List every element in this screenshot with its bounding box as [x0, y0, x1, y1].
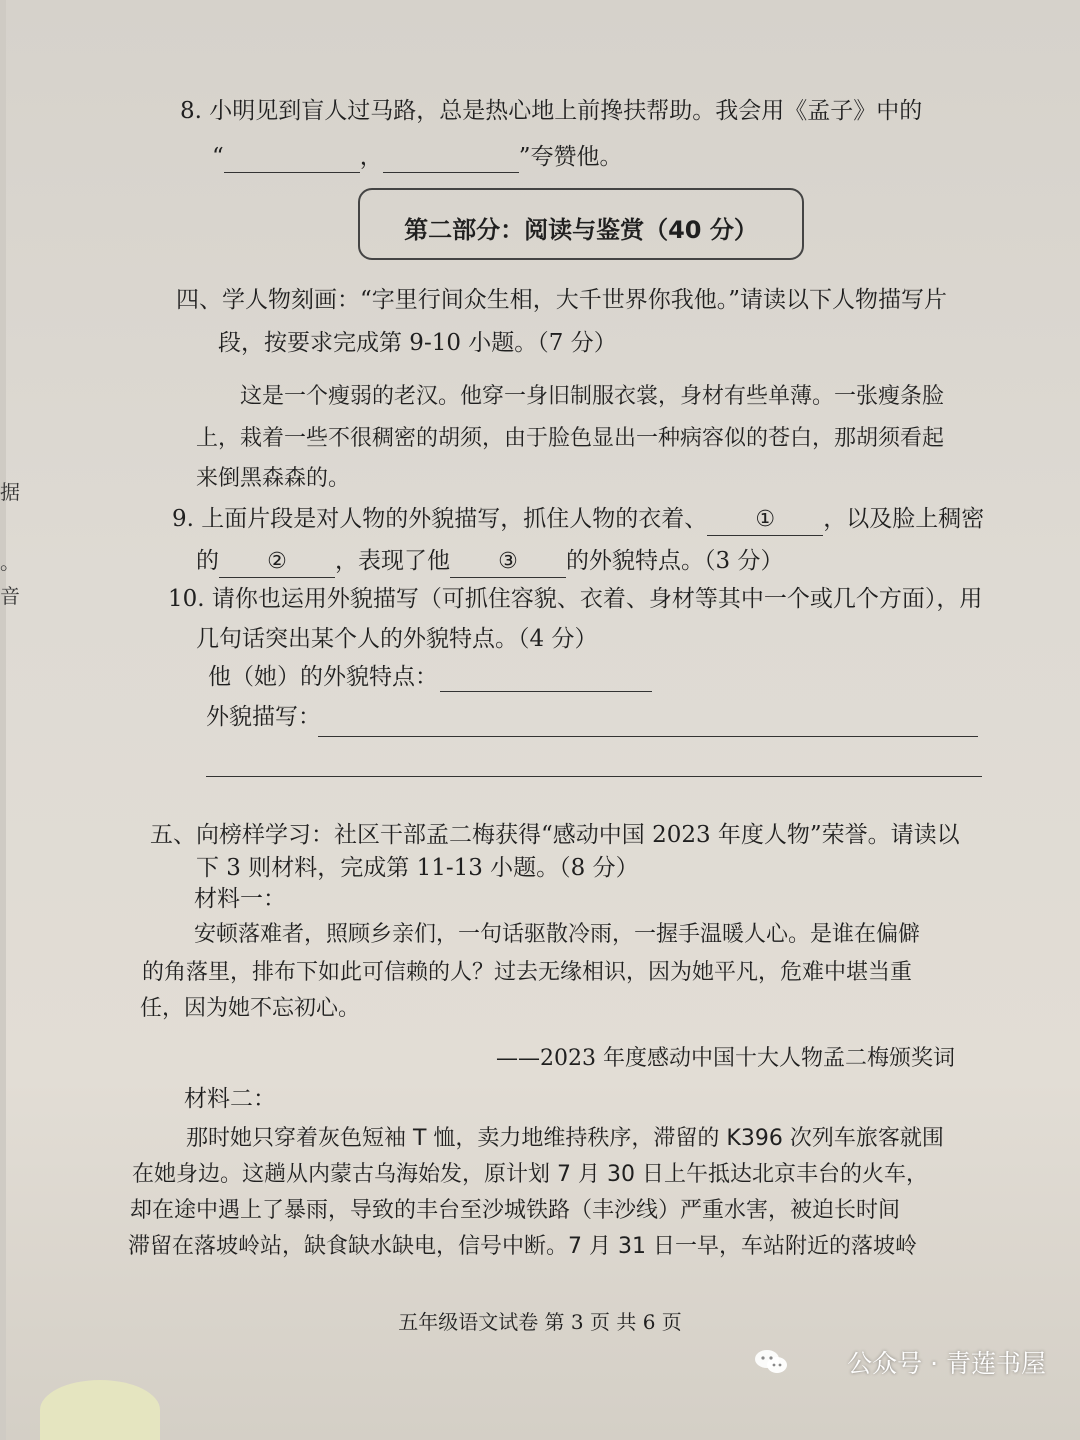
q9-blank-3[interactable]: ③	[450, 547, 566, 578]
q8-line2	[212, 142, 623, 173]
watermark-text: 公众号 · 青莲书屋	[847, 1349, 1046, 1378]
material1-label: 材料一：	[194, 886, 286, 912]
open-quote: “	[212, 144, 224, 170]
material2-line2: 在她身边。这趟从内蒙古乌海始发，原计划 7 月 30 日上午抵达北京丰台的火车，	[132, 1162, 928, 1187]
left-page-edge	[0, 0, 6, 1440]
q9-line1	[172, 504, 984, 536]
q8-blank-1[interactable]	[224, 142, 360, 173]
part2-title: 第二部分：阅读与鉴赏（40 分）	[404, 216, 758, 244]
passage-line2: 上，栽着一些不很稠密的胡须，由于脸色显出一种病容似的苍白，那胡须看起	[196, 426, 945, 451]
q9-text-a: 9. 上面片段是对人物的外貌描写，抓住人物的衣着、	[172, 506, 708, 532]
material1-line3: 任，因为她不忘初心。	[140, 996, 361, 1021]
q9-text-b: ，以及脸上稠密	[823, 506, 985, 532]
q8-line1: 8. 小明见到盲人过马路，总是热心地上前搀扶帮助。我会用《孟子》中的	[180, 98, 923, 124]
q9-blank-2[interactable]: ②	[219, 547, 335, 578]
material2-line1: 那时她只穿着灰色短袖 T 恤，卖力地维持秩序，滞留的 K396 次列车旅客就围	[186, 1126, 944, 1151]
material1-line1: 安顿落难者，照顾乡亲们，一句话驱散冷雨，一握手温暖人心。是谁在偏僻	[194, 922, 921, 947]
q10-desc-answer-line-2[interactable]	[206, 776, 982, 777]
s4-line2: 段，按要求完成第 9-10 小题。（7 分）	[218, 330, 617, 356]
wechat-icon	[754, 1348, 788, 1376]
material2-label: 材料二：	[184, 1086, 276, 1112]
material1-line2: 的角落里，排布下如此可信赖的人？过去无缘相识，因为她平凡，危难中堪当重	[142, 960, 913, 985]
q9-line2	[196, 546, 783, 578]
material2-line4: 滞留在落坡岭站，缺食缺水缺电，信号中断。7 月 31 日一早，车站附近的落坡岭	[128, 1234, 917, 1259]
close-quote-text: ”夸赞他。	[518, 144, 623, 170]
passage-line3: 来倒黑森森的。	[196, 466, 351, 491]
q10-feature-label: 他（她）的外貌特点：	[208, 664, 438, 690]
background-object	[40, 1380, 160, 1440]
comma: ，	[359, 144, 383, 170]
q8-blank-2[interactable]	[383, 142, 519, 173]
material1-source: ——2023 年度感动中国十大人物孟二梅颁奖词	[496, 1046, 955, 1071]
s5-line2: 下 3 则材料，完成第 11-13 小题。（8 分）	[196, 855, 639, 881]
q10-feature-answer-line[interactable]	[440, 691, 652, 692]
left-margin-char: 音	[0, 584, 20, 608]
part2-title-box	[358, 188, 804, 260]
s4-line1: 四、学人物刻画：“字里行间众生相，大千世界你我他。”请读以下人物描写片	[176, 287, 948, 313]
left-margin-char: 据	[0, 480, 20, 504]
s5-line1: 五、向榜样学习：社区干部孟二梅获得“感动中国 2023 年度人物”荣誉。请读以	[150, 822, 960, 848]
q10-desc-label: 外貌描写：	[206, 704, 321, 730]
q10-line1: 10. 请你也运用外貌描写（可抓住容貌、衣着、身材等其中一个或几个方面），用	[168, 586, 983, 612]
q9-blank-1[interactable]: ①	[707, 505, 823, 536]
material2-line3: 却在途中遇上了暴雨，导致的丰台至沙城铁路（丰沙线）严重水害，被迫长时间	[130, 1198, 901, 1223]
q9-text-d: ，表现了他	[335, 548, 450, 574]
q10-desc-answer-line-1[interactable]	[318, 736, 978, 737]
q9-text-c: 的	[196, 548, 219, 574]
q9-text-e: 的外貌特点。（3 分）	[566, 548, 784, 574]
passage-line1: 这是一个瘦弱的老汉。他穿一身旧制服衣裳，身材有些单薄。一张瘦条脸	[240, 384, 945, 409]
q10-line2: 几句话突出某个人的外貌特点。（4 分）	[196, 626, 598, 652]
left-margin-char: 。	[0, 550, 20, 574]
page-footer: 五年级语文试卷 第 3 页 共 6 页	[398, 1310, 682, 1334]
